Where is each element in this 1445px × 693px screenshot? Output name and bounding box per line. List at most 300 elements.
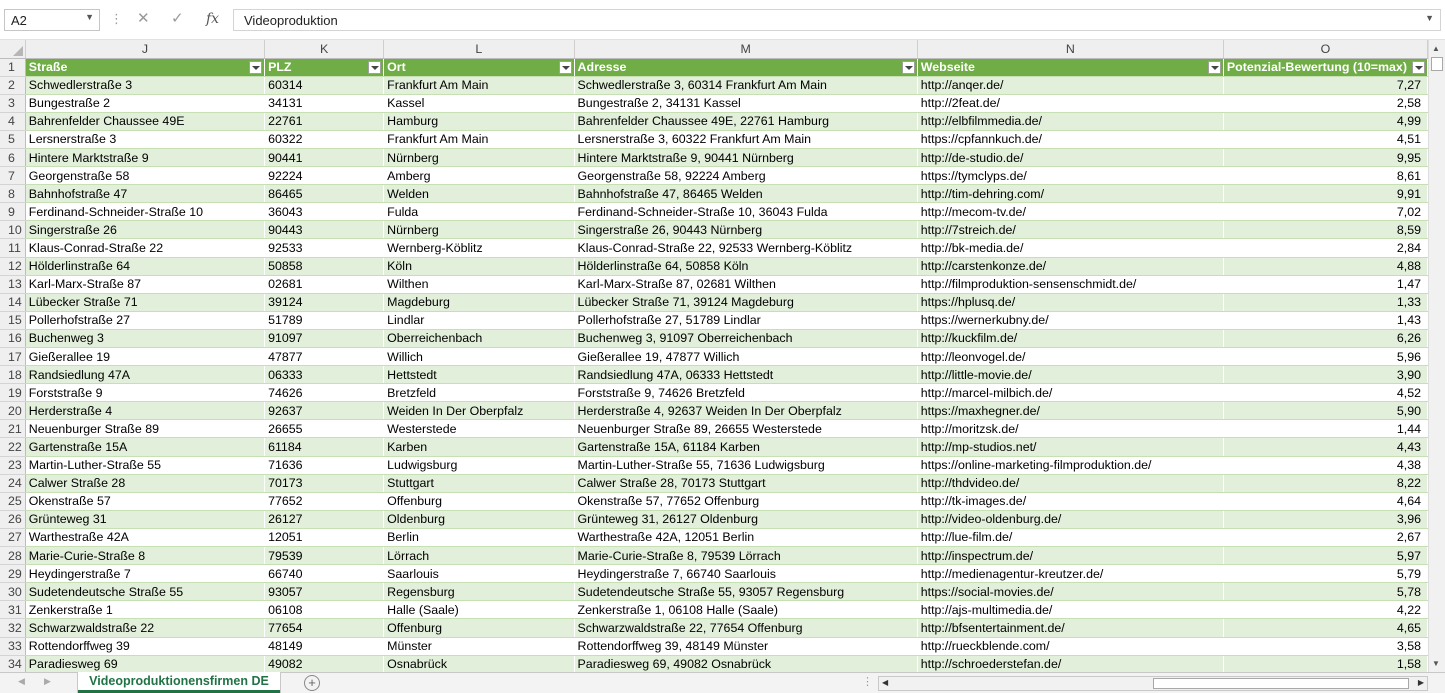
name-box-value: A2: [11, 13, 27, 28]
table-cell[interactable]: http://lue-film.de/: [917, 528, 1223, 546]
table-row: [0, 565, 1428, 583]
table-cell[interactable]: Bahnhofstraße 47, 86465 Welden: [574, 185, 917, 203]
table-cell[interactable]: 3,96: [1223, 510, 1427, 528]
table-cell[interactable]: 06333: [265, 366, 384, 384]
row-number[interactable]: 22: [0, 438, 25, 456]
row-number[interactable]: 10: [0, 221, 25, 239]
table-row: [0, 366, 1428, 384]
table-cell[interactable]: Westerstede: [384, 420, 574, 438]
table-row: [0, 583, 1428, 601]
table-cell[interactable]: Münster: [384, 637, 574, 655]
table-row: [0, 637, 1428, 655]
table-cell[interactable]: 5,79: [1223, 565, 1427, 583]
table-cell[interactable]: 1,33: [1223, 293, 1427, 311]
row-number[interactable]: 15: [0, 311, 25, 329]
table-cell[interactable]: Hölderlinstraße 64, 50858 Köln: [574, 257, 917, 275]
table-cell[interactable]: Frankfurt Am Main: [384, 130, 574, 148]
table-cell[interactable]: 70173: [265, 474, 384, 492]
insert-function-button[interactable]: fx: [206, 11, 220, 27]
filter-dropdown-icon[interactable]: [559, 61, 572, 74]
formula-value: Videoproduktion: [244, 13, 338, 28]
table-cell[interactable]: Willich: [384, 348, 574, 366]
table-cell[interactable]: Hamburg: [384, 112, 574, 130]
table-cell[interactable]: Neuenburger Straße 89, 26655 Westerstede: [574, 420, 917, 438]
table-cell[interactable]: 5,90: [1223, 402, 1427, 420]
table-cell[interactable]: https://online-marketing-filmproduktion.de/: [917, 456, 1223, 474]
table-cell[interactable]: Hintere Marktstraße 9: [25, 148, 264, 166]
table-cell[interactable]: 79539: [265, 547, 384, 565]
table-cell[interactable]: 7,02: [1223, 203, 1427, 221]
table-cell[interactable]: http://mp-studios.net/: [917, 438, 1223, 456]
table-header-cell[interactable]: [1223, 58, 1427, 76]
table-cell[interactable]: http://de-studio.de/: [917, 148, 1223, 166]
table-cell[interactable]: Weiden In Der Oberpfalz: [384, 402, 574, 420]
table-cell[interactable]: 5,97: [1223, 547, 1427, 565]
table-cell[interactable]: http://anqer.de/: [917, 76, 1223, 94]
row-number[interactable]: 29: [0, 565, 25, 583]
table-cell[interactable]: 60314: [265, 76, 384, 94]
table-cell[interactable]: Wernberg-Köblitz: [384, 239, 574, 257]
table-cell[interactable]: Bahrenfelder Chaussee 49E, 22761 Hamburg: [574, 112, 917, 130]
row-number[interactable]: 23: [0, 456, 25, 474]
table-cell[interactable]: 61184: [265, 438, 384, 456]
table-cell[interactable]: 5,78: [1223, 583, 1427, 601]
table-cell[interactable]: Gartenstraße 15A, 61184 Karben: [574, 438, 917, 456]
table-cell[interactable]: Kassel: [384, 94, 574, 112]
table-cell[interactable]: Nürnberg: [384, 221, 574, 239]
table-cell[interactable]: Halle (Saale): [384, 601, 574, 619]
row-number[interactable]: 8: [0, 185, 25, 203]
table-cell[interactable]: 12051: [265, 528, 384, 546]
row-number[interactable]: 30: [0, 583, 25, 601]
table-cell[interactable]: Frankfurt Am Main: [384, 76, 574, 94]
row-number[interactable]: 32: [0, 619, 25, 637]
table-cell[interactable]: Karl-Marx-Straße 87, 02681 Wilthen: [574, 275, 917, 293]
table-cell[interactable]: Bahrenfelder Chaussee 49E: [25, 112, 264, 130]
table-cell[interactable]: http://carstenkonze.de/: [917, 257, 1223, 275]
table-cell[interactable]: 77654: [265, 619, 384, 637]
table-row: [0, 94, 1428, 112]
header-label: Straße: [28, 60, 68, 75]
table-cell[interactable]: http://tim-dehring.com/: [917, 185, 1223, 203]
table-cell[interactable]: Saarlouis: [384, 565, 574, 583]
table-cell[interactable]: Gießerallee 19: [25, 348, 264, 366]
table-cell[interactable]: Marie-Curie-Straße 8, 79539 Lörrach: [574, 547, 917, 565]
table-cell[interactable]: Lübecker Straße 71: [25, 293, 264, 311]
table-cell[interactable]: Karl-Marx-Straße 87: [25, 275, 264, 293]
table-cell[interactable]: http://inspectrum.de/: [917, 547, 1223, 565]
table-cell[interactable]: Forststraße 9, 74626 Bretzfeld: [574, 384, 917, 402]
table-cell[interactable]: Martin-Luther-Straße 55, 71636 Ludwigsburg: [574, 456, 917, 474]
table-cell[interactable]: Rottendorffweg 39, 48149 Münster: [574, 637, 917, 655]
table-cell[interactable]: Gartenstraße 15A: [25, 438, 264, 456]
table-cell[interactable]: http://2feat.de/: [917, 94, 1223, 112]
table-cell[interactable]: https://maxhegner.de/: [917, 402, 1223, 420]
table-cell[interactable]: Georgenstraße 58: [25, 167, 264, 185]
table-cell[interactable]: 90443: [265, 221, 384, 239]
table-cell[interactable]: Schwedlerstraße 3: [25, 76, 264, 94]
table-cell[interactable]: 4,99: [1223, 112, 1427, 130]
table-row: [0, 130, 1428, 148]
table-cell[interactable]: 90441: [265, 148, 384, 166]
table-cell[interactable]: 36043: [265, 203, 384, 221]
row-number[interactable]: 20: [0, 402, 25, 420]
table-cell[interactable]: http://leonvogel.de/: [917, 348, 1223, 366]
table-cell[interactable]: http://thdvideo.de/: [917, 474, 1223, 492]
row-number[interactable]: 3: [0, 94, 25, 112]
column-header-l[interactable]: L: [384, 40, 574, 58]
column-header-o[interactable]: O: [1223, 40, 1427, 58]
table-cell[interactable]: Oberreichenbach: [384, 329, 574, 347]
table-cell[interactable]: http://ajs-multimedia.de/: [917, 601, 1223, 619]
row-number[interactable]: 21: [0, 420, 25, 438]
table-cell[interactable]: Köln: [384, 257, 574, 275]
table-cell[interactable]: Randsiedlung 47A: [25, 366, 264, 384]
table-cell[interactable]: 48149: [265, 637, 384, 655]
table-cell[interactable]: Bungestraße 2: [25, 94, 264, 112]
table-cell[interactable]: Calwer Straße 28, 70173 Stuttgart: [574, 474, 917, 492]
table-header-cell[interactable]: [265, 58, 384, 76]
column-header-k[interactable]: K: [265, 40, 384, 58]
column-header-n[interactable]: N: [917, 40, 1223, 58]
table-cell[interactable]: http://rueckblende.com/: [917, 637, 1223, 655]
table-cell[interactable]: 74626: [265, 384, 384, 402]
table-cell[interactable]: https://cpfannkuch.de/: [917, 130, 1223, 148]
row-number[interactable]: 11: [0, 239, 25, 257]
table-cell[interactable]: 77652: [265, 492, 384, 510]
table-cell[interactable]: 26655: [265, 420, 384, 438]
table-cell[interactable]: https://social-movies.de/: [917, 583, 1223, 601]
table-cell[interactable]: 39124: [265, 293, 384, 311]
table-cell[interactable]: 4,88: [1223, 257, 1427, 275]
table-cell[interactable]: 50858: [265, 257, 384, 275]
table-cell[interactable]: Herderstraße 4: [25, 402, 264, 420]
table-cell[interactable]: Paradiesweg 69, 49082 Osnabrück: [574, 655, 917, 672]
table-cell[interactable]: 2,67: [1223, 528, 1427, 546]
table-cell[interactable]: Heydingerstraße 7, 66740 Saarlouis: [574, 565, 917, 583]
row-number[interactable]: 14: [0, 293, 25, 311]
table-cell[interactable]: Zenkerstraße 1, 06108 Halle (Saale): [574, 601, 917, 619]
row-number[interactable]: 5: [0, 130, 25, 148]
table-cell[interactable]: Grünteweg 31: [25, 510, 264, 528]
table-cell[interactable]: http://bk-media.de/: [917, 239, 1223, 257]
table-cell[interactable]: Buchenweg 3, 91097 Oberreichenbach: [574, 329, 917, 347]
table-cell[interactable]: 7,27: [1223, 76, 1427, 94]
row-number[interactable]: 25: [0, 492, 25, 510]
table-cell[interactable]: http://moritzsk.de/: [917, 420, 1223, 438]
table-cell[interactable]: Lindlar: [384, 311, 574, 329]
row-number[interactable]: 33: [0, 637, 25, 655]
sheet-tab-active[interactable]: Videoproduktionensfirmen DE: [78, 672, 280, 693]
table-row: [0, 221, 1428, 239]
table-cell[interactable]: Schwedlerstraße 3, 60314 Frankfurt Am Main: [574, 76, 917, 94]
table-cell[interactable]: Lersnerstraße 3: [25, 130, 264, 148]
table-cell[interactable]: 9,91: [1223, 185, 1427, 203]
table-cell[interactable]: Welden: [384, 185, 574, 203]
more-vertical-icon[interactable]: ⋮: [110, 11, 123, 26]
table-cell[interactable]: Singerstraße 26: [25, 221, 264, 239]
select-all-button[interactable]: [0, 40, 25, 58]
table-cell[interactable]: 86465: [265, 185, 384, 203]
table-cell[interactable]: 60322: [265, 130, 384, 148]
table-cell[interactable]: 92224: [265, 167, 384, 185]
table-cell[interactable]: Warthestraße 42A, 12051 Berlin: [574, 528, 917, 546]
table-cell[interactable]: 2,84: [1223, 239, 1427, 257]
row-number[interactable]: 13: [0, 275, 25, 293]
scroll-left-icon[interactable]: ◀: [882, 678, 889, 687]
formula-input[interactable]: [233, 9, 1441, 31]
next-sheet-icon[interactable]: ▶: [44, 676, 51, 686]
row-number[interactable]: 16: [0, 329, 25, 347]
scroll-right-icon[interactable]: ▶: [1417, 678, 1424, 687]
table-cell[interactable]: Sudetendeutsche Straße 55, 93057 Regensburg: [574, 583, 917, 601]
table-cell[interactable]: Gießerallee 19, 47877 Willich: [574, 348, 917, 366]
table-cell[interactable]: 02681: [265, 275, 384, 293]
row-number[interactable]: 18: [0, 366, 25, 384]
table-cell[interactable]: 1,58: [1223, 655, 1427, 672]
check-icon[interactable]: ✓: [171, 10, 184, 27]
table-header-cell[interactable]: [25, 58, 264, 76]
row-number[interactable]: 26: [0, 510, 25, 528]
row-number[interactable]: 31: [0, 601, 25, 619]
table-row: [0, 275, 1428, 293]
table-cell[interactable]: Pollerhofstraße 27, 51789 Lindlar: [574, 311, 917, 329]
table-cell[interactable]: 3,58: [1223, 637, 1427, 655]
table-header-cell[interactable]: [917, 58, 1223, 76]
table-cell[interactable]: Lübecker Straße 71, 39124 Magdeburg: [574, 293, 917, 311]
table-cell[interactable]: 47877: [265, 348, 384, 366]
horizontal-scroll-thumb[interactable]: [1153, 678, 1409, 689]
row-number[interactable]: 28: [0, 547, 25, 565]
table-cell[interactable]: Martin-Luther-Straße 55: [25, 456, 264, 474]
sheet-tab-bar: [0, 672, 1445, 693]
table-cell[interactable]: http://kuckfilm.de/: [917, 329, 1223, 347]
table-cell[interactable]: http://video-oldenburg.de/: [917, 510, 1223, 528]
spreadsheet-grid: [0, 40, 1428, 672]
table-row: [0, 438, 1428, 456]
row-number[interactable]: 34: [0, 655, 25, 672]
table-cell[interactable]: Bungestraße 2, 34131 Kassel: [574, 94, 917, 112]
table-row: [0, 348, 1428, 366]
table-row: [0, 420, 1428, 438]
row-number[interactable]: 24: [0, 474, 25, 492]
table-cell[interactable]: Hölderlinstraße 64: [25, 257, 264, 275]
table-cell[interactable]: 8,61: [1223, 167, 1427, 185]
table-cell[interactable]: 22761: [265, 112, 384, 130]
table-cell[interactable]: Pollerhofstraße 27: [25, 311, 264, 329]
table-cell[interactable]: Paradiesweg 69: [25, 655, 264, 672]
row-number[interactable]: 7: [0, 167, 25, 185]
table-cell[interactable]: Schwarzwaldstraße 22, 77654 Offenburg: [574, 619, 917, 637]
table-cell[interactable]: 4,64: [1223, 492, 1427, 510]
table-cell[interactable]: 4,22: [1223, 601, 1427, 619]
close-icon[interactable]: ✕: [137, 10, 150, 27]
vertical-scroll-thumb[interactable]: [1431, 57, 1443, 71]
row-number[interactable]: 4: [0, 112, 25, 130]
filter-dropdown-icon[interactable]: [249, 61, 262, 74]
table-cell[interactable]: 4,43: [1223, 438, 1427, 456]
table-cell[interactable]: Lörrach: [384, 547, 574, 565]
table-cell[interactable]: Neuenburger Straße 89: [25, 420, 264, 438]
filter-dropdown-icon[interactable]: [902, 61, 915, 74]
table-cell[interactable]: Ludwigsburg: [384, 456, 574, 474]
add-sheet-button[interactable]: +: [304, 675, 320, 691]
table-cell[interactable]: Forststraße 9: [25, 384, 264, 402]
header-label: Ort: [387, 60, 406, 75]
table-cell[interactable]: 2,58: [1223, 94, 1427, 112]
table-row: [0, 528, 1428, 546]
prev-sheet-icon[interactable]: ◀: [18, 676, 25, 686]
table-cell[interactable]: 3,90: [1223, 366, 1427, 384]
table-row: [0, 203, 1428, 221]
table-cell[interactable]: Warthestraße 42A: [25, 528, 264, 546]
table-cell[interactable]: Offenburg: [384, 619, 574, 637]
table-cell[interactable]: Randsiedlung 47A, 06333 Hettstedt: [574, 366, 917, 384]
table-cell[interactable]: 8,59: [1223, 221, 1427, 239]
table-row: [0, 293, 1428, 311]
table-cell[interactable]: 49082: [265, 655, 384, 672]
table-cell[interactable]: http://little-movie.de/: [917, 366, 1223, 384]
table-row: [0, 474, 1428, 492]
table-cell[interactable]: http://schroederstefan.de/: [917, 655, 1223, 672]
name-box[interactable]: [4, 9, 100, 31]
table-cell[interactable]: Bahnhofstraße 47: [25, 185, 264, 203]
table-cell[interactable]: Okenstraße 57, 77652 Offenburg: [574, 492, 917, 510]
table-cell[interactable]: Ferdinand-Schneider-Straße 10, 36043 Fulda: [574, 203, 917, 221]
table-cell[interactable]: 91097: [265, 329, 384, 347]
table-cell[interactable]: 5,96: [1223, 348, 1427, 366]
table-cell[interactable]: Lersnerstraße 3, 60322 Frankfurt Am Main: [574, 130, 917, 148]
table-cell[interactable]: Singerstraße 26, 90443 Nürnberg: [574, 221, 917, 239]
table-cell[interactable]: Zenkerstraße 1: [25, 601, 264, 619]
table-cell[interactable]: Berlin: [384, 528, 574, 546]
chevron-down-icon[interactable]: ▼: [85, 12, 94, 22]
table-cell[interactable]: 1,44: [1223, 420, 1427, 438]
table-cell[interactable]: Offenburg: [384, 492, 574, 510]
table-cell[interactable]: http://tk-images.de/: [917, 492, 1223, 510]
table-cell[interactable]: Sudetendeutsche Straße 55: [25, 583, 264, 601]
table-cell[interactable]: Magdeburg: [384, 293, 574, 311]
table-cell[interactable]: 1,43: [1223, 311, 1427, 329]
row-number[interactable]: 27: [0, 528, 25, 546]
table-cell[interactable]: 66740: [265, 565, 384, 583]
vertical-scrollbar[interactable]: [1428, 40, 1445, 672]
table-cell[interactable]: 4,38: [1223, 456, 1427, 474]
header-label: Webseite: [920, 60, 975, 75]
table-cell[interactable]: Grünteweg 31, 26127 Oldenburg: [574, 510, 917, 528]
row-number[interactable]: 6: [0, 148, 25, 166]
table-cell[interactable]: https://tymclyps.de/: [917, 167, 1223, 185]
table-cell[interactable]: http://mecom-tv.de/: [917, 203, 1223, 221]
row-number[interactable]: 1: [0, 58, 25, 76]
table-cell[interactable]: 06108: [265, 601, 384, 619]
more-horizontal-icon[interactable]: ⋮: [862, 676, 873, 688]
column-header-m[interactable]: M: [574, 40, 917, 58]
table-cell[interactable]: Oldenburg: [384, 510, 574, 528]
table-cell[interactable]: http://filmproduktion-sensenschmidt.de/: [917, 275, 1223, 293]
table-cell[interactable]: 71636: [265, 456, 384, 474]
table-cell[interactable]: Karben: [384, 438, 574, 456]
filter-dropdown-icon[interactable]: [1208, 61, 1221, 74]
table-cell[interactable]: 9,95: [1223, 148, 1427, 166]
table-cell[interactable]: Schwarzwaldstraße 22: [25, 619, 264, 637]
expand-formula-icon[interactable]: ▼: [1425, 13, 1434, 23]
table-cell[interactable]: Ferdinand-Schneider-Straße 10: [25, 203, 264, 221]
table-cell[interactable]: http://elbfilmmedia.de/: [917, 112, 1223, 130]
table-cell[interactable]: 34131: [265, 94, 384, 112]
filter-dropdown-icon[interactable]: [368, 61, 381, 74]
table-cell[interactable]: 93057: [265, 583, 384, 601]
table-cell[interactable]: Regensburg: [384, 583, 574, 601]
row-number[interactable]: 19: [0, 384, 25, 402]
table-cell[interactable]: Rottendorffweg 39: [25, 637, 264, 655]
table-cell[interactable]: 4,52: [1223, 384, 1427, 402]
table-cell[interactable]: 1,47: [1223, 275, 1427, 293]
row-number[interactable]: 12: [0, 257, 25, 275]
table-header-cell[interactable]: [384, 58, 574, 76]
scroll-up-icon[interactable]: ▲: [1432, 44, 1440, 53]
table-cell[interactable]: Nürnberg: [384, 148, 574, 166]
table-cell[interactable]: Hettstedt: [384, 366, 574, 384]
row-number[interactable]: 9: [0, 203, 25, 221]
table-cell[interactable]: http://7streich.de/: [917, 221, 1223, 239]
table-cell[interactable]: Calwer Straße 28: [25, 474, 264, 492]
table-cell[interactable]: Buchenweg 3: [25, 329, 264, 347]
table-cell[interactable]: 6,26: [1223, 329, 1427, 347]
table-cell[interactable]: Okenstraße 57: [25, 492, 264, 510]
table-cell[interactable]: Herderstraße 4, 92637 Weiden In Der Oberpfalz: [574, 402, 917, 420]
table-cell[interactable]: 51789: [265, 311, 384, 329]
table-cell[interactable]: https://wernerkubny.de/: [917, 311, 1223, 329]
table-cell[interactable]: http://medienagentur-kreutzer.de/: [917, 565, 1223, 583]
table-cell[interactable]: Klaus-Conrad-Straße 22: [25, 239, 264, 257]
table-cell[interactable]: http://marcel-milbich.de/: [917, 384, 1223, 402]
table-row: [0, 601, 1428, 619]
header-label: Adresse: [577, 60, 627, 75]
table-row: [0, 655, 1428, 672]
table-cell[interactable]: Fulda: [384, 203, 574, 221]
table-cell[interactable]: Georgenstraße 58, 92224 Amberg: [574, 167, 917, 185]
table-cell[interactable]: 4,51: [1223, 130, 1427, 148]
table-cell[interactable]: Bretzfeld: [384, 384, 574, 402]
table-cell[interactable]: Heydingerstraße 7: [25, 565, 264, 583]
column-header-j[interactable]: J: [25, 40, 264, 58]
table-cell[interactable]: Stuttgart: [384, 474, 574, 492]
table-cell[interactable]: Wilthen: [384, 275, 574, 293]
table-cell[interactable]: 26127: [265, 510, 384, 528]
scroll-down-icon[interactable]: ▼: [1432, 659, 1440, 668]
table-header-cell[interactable]: [574, 58, 917, 76]
horizontal-scrollbar[interactable]: [878, 676, 1428, 691]
table-cell[interactable]: 92637: [265, 402, 384, 420]
table-cell[interactable]: 92533: [265, 239, 384, 257]
filter-dropdown-icon[interactable]: [1412, 61, 1425, 74]
table-cell[interactable]: Hintere Marktstraße 9, 90441 Nürnberg: [574, 148, 917, 166]
row-number[interactable]: 17: [0, 348, 25, 366]
table-cell[interactable]: https://hplusq.de/: [917, 293, 1223, 311]
table-cell[interactable]: Osnabrück: [384, 655, 574, 672]
table-cell[interactable]: Klaus-Conrad-Straße 22, 92533 Wernberg-Köblitz: [574, 239, 917, 257]
table-cell[interactable]: Marie-Curie-Straße 8: [25, 547, 264, 565]
table-cell[interactable]: Amberg: [384, 167, 574, 185]
table-row: [0, 547, 1428, 565]
table-cell[interactable]: http://bfsentertainment.de/: [917, 619, 1223, 637]
table-row: [0, 510, 1428, 528]
table-row: [0, 329, 1428, 347]
row-number[interactable]: 2: [0, 76, 25, 94]
table-cell[interactable]: 4,65: [1223, 619, 1427, 637]
table-cell[interactable]: 8,22: [1223, 474, 1427, 492]
